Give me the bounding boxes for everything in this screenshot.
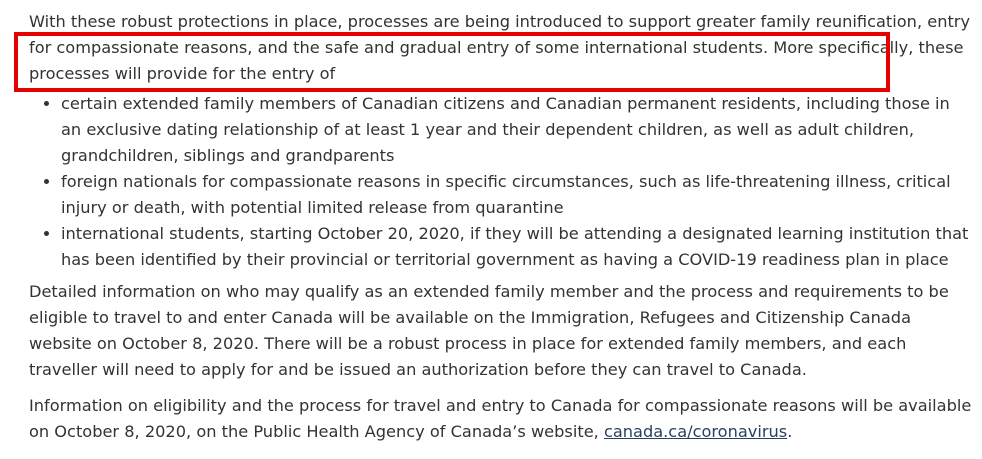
list-item: • certain extended family members of Canadian citizens and Canadian permanent residents, including those in an exclusive dating relationship of at least 1 year and their dependent children, as well as adult children, grandchildren, siblings and grandparents [61, 91, 974, 169]
info-end: . [787, 422, 793, 441]
entry-list [29, 91, 974, 273]
list-item: • international students, starting October 20, 2020, if they will be attending a designated learning institution that has been identified by their provincial or territorial government as having a COVID-19 readiness plan in place [61, 221, 974, 273]
coronavirus-link[interactable]: canada.ca/coronavirus [603, 422, 788, 441]
info-paragraph [29, 393, 974, 445]
highlight-annotation-box [14, 32, 890, 92]
intro-paragraph: With these robust protections in place, processes are being introduced to support greater family reunification, entry for compassionate reasons, and the safe and gradual entry of some international students. More specifically, these processes will provide for the entry of [29, 12, 971, 83]
info-text: Information on eligibility and the process for travel and entry to Canada for compassionate reasons will be available on October 8, 2020, on the Public Health Agency of Canada’s website, [29, 396, 972, 441]
details-paragraph: Detailed information on who may qualify as an extended family member and the process and requirements to be eligible to travel to and enter Canada will be available on the Immigration, Refugees and Citizenship Canada website on October 8, 2020. There will be a robust process in place for extended family members, and each traveller will need to apply for and be issued an authorization before they can travel to Canada. [29, 282, 949, 379]
list-item: • foreign nationals for compassionate reasons in specific circumstances, such as life-threatening illness, critical injury or death, with potential limited release from quarantine [61, 169, 974, 221]
